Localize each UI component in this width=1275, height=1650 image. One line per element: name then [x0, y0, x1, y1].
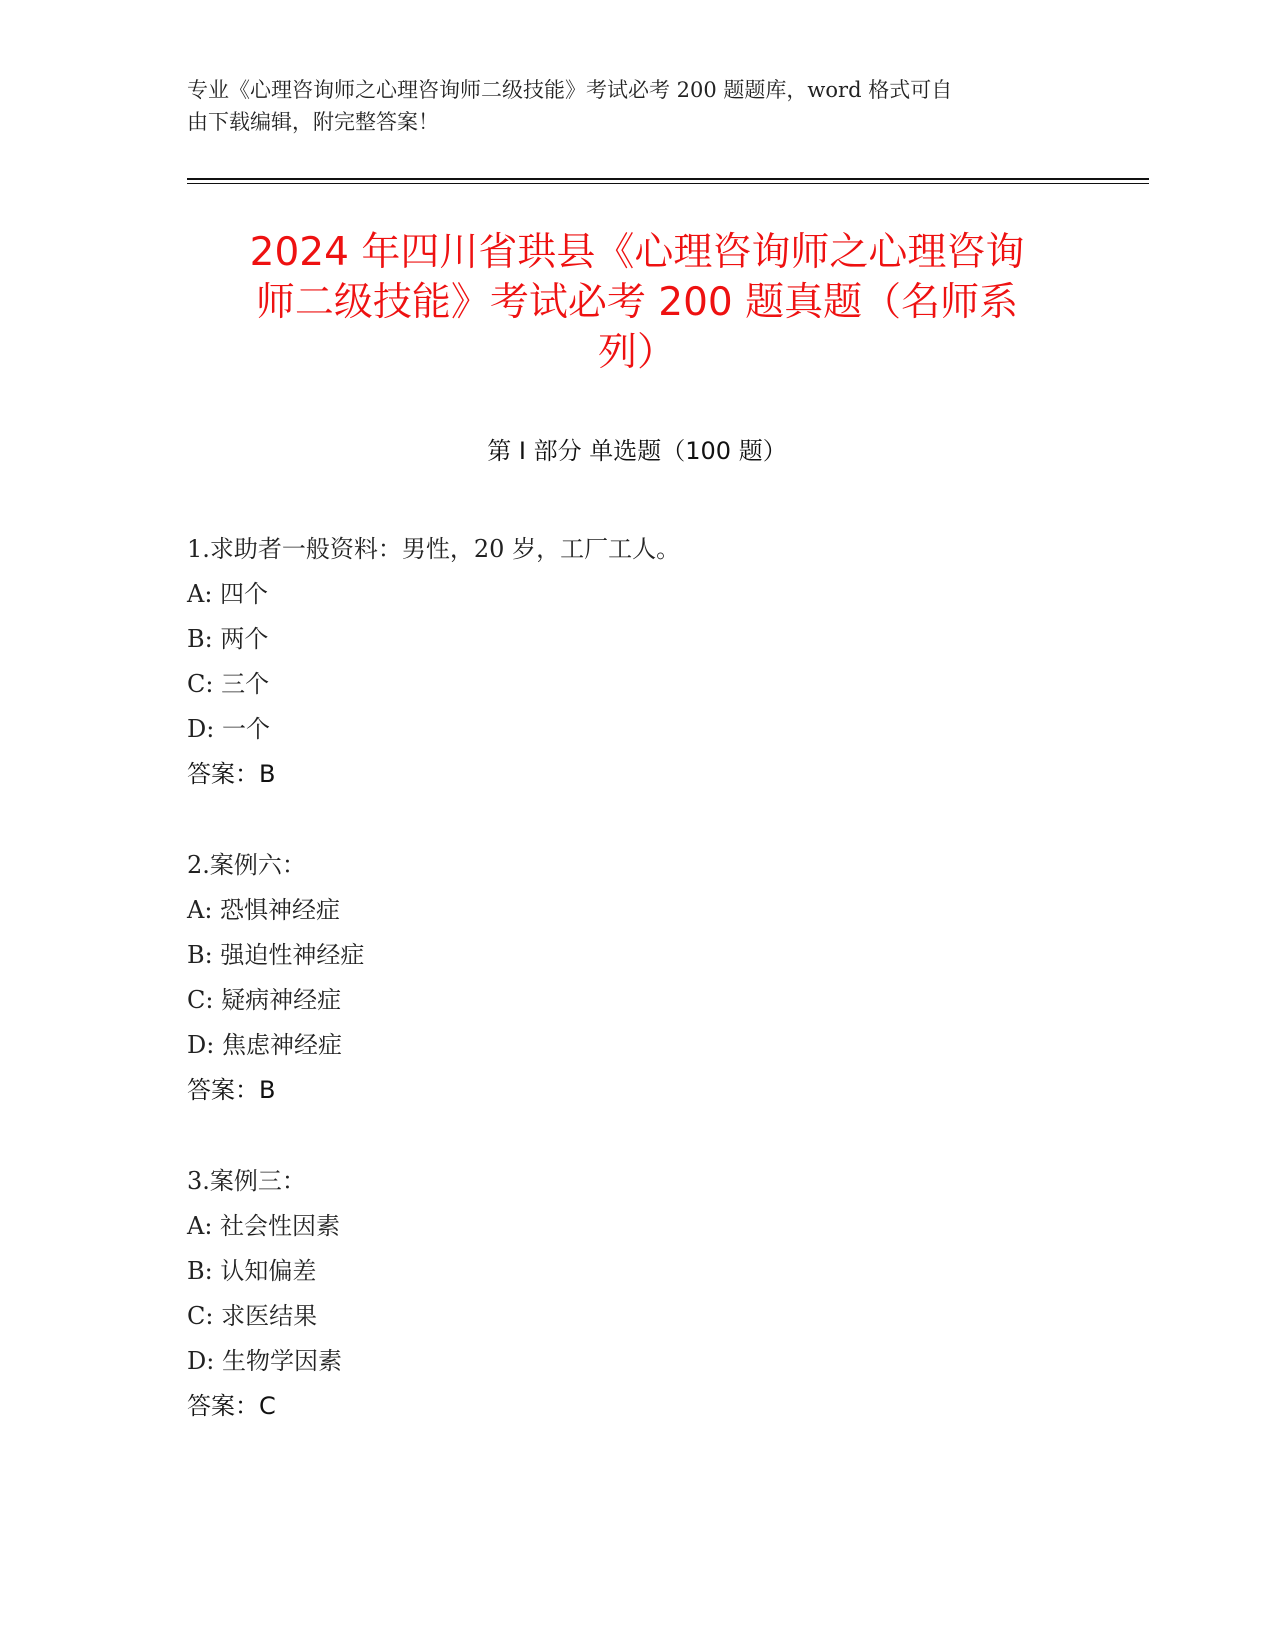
document-title-line: 2024 年四川省珙县《心理咨询师之心理咨询 [249, 230, 1025, 275]
question-stem: 2.案例六： [187, 851, 306, 879]
option-d: D: 生物学因素 [187, 1347, 342, 1375]
answer: 答案：C [187, 1392, 276, 1420]
option-a: A: 恐惧神经症 [187, 896, 341, 924]
question-list [187, 527, 1087, 1475]
option-c: C: 三个 [187, 670, 270, 698]
question-2 [187, 843, 1087, 1113]
option-d: D: 焦虑神经症 [187, 1031, 342, 1059]
option-b: B: 两个 [187, 625, 269, 653]
question-1 [187, 527, 1087, 797]
option-b: B: 认知偏差 [187, 1257, 317, 1285]
option-a: A: 四个 [187, 580, 269, 608]
answer: 答案：B [187, 760, 276, 788]
header-divider-thin [187, 183, 1149, 184]
question-stem: 1.求助者一般资料：男性，20 岁，工厂工人。 [187, 535, 681, 563]
option-a: A: 社会性因素 [187, 1212, 341, 1240]
document-title-line: 列） [597, 330, 676, 375]
option-b: B: 强迫性神经症 [187, 941, 365, 969]
document-title-line: 师二级技能》考试必考 200 题真题（名师系 [255, 280, 1019, 325]
answer: 答案：B [187, 1076, 276, 1104]
header-divider-thick [187, 178, 1149, 180]
option-d: D: 一个 [187, 715, 270, 743]
document-title [187, 228, 1087, 378]
header-note-line: 由下载编辑，附完整答案！ [187, 110, 439, 134]
question-3 [187, 1159, 1087, 1429]
question-stem: 3.案例三： [187, 1167, 306, 1195]
option-c: C: 疑病神经症 [187, 986, 342, 1014]
header-note-line: 专业《心理咨询师之心理咨询师二级技能》考试必考 200 题题库，word 格式可自 [187, 78, 953, 102]
header-note [187, 74, 1067, 138]
section-title: 第 I 部分 单选题（100 题） [487, 437, 787, 465]
option-c: C: 求医结果 [187, 1302, 318, 1330]
